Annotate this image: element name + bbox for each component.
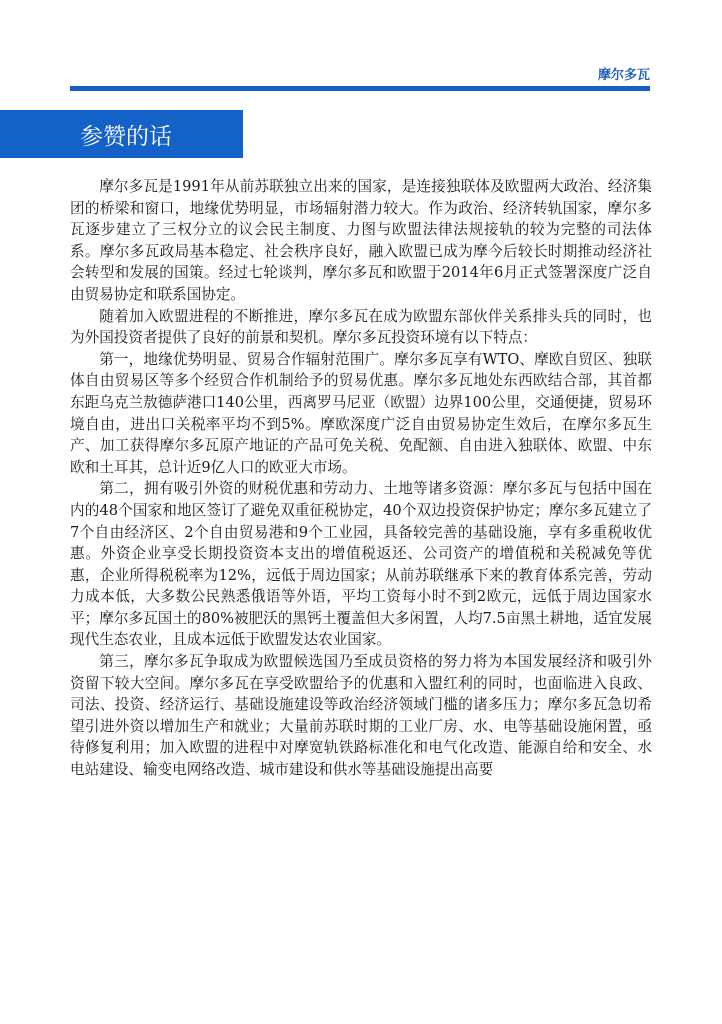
paragraph-4: 第二，拥有吸引外资的财税优惠和劳动力、土地等诸多资源：摩尔多瓦与包括中国在内的48个国家和地区签订了避免双重征税协定，40个双边投资保护协定；摩尔多瓦建立了7个自由经济区、2个自由贸易港和9个工业园，具备较完善的基础设施，享有多重税收优惠。外资企业享受长期投资资本支出的增值税返还、公司资产的增值税和关税减免等优惠，企业所得税税率为12%，远低于周边国家；从前苏联继承下来的教育体系完善，劳动力成本低，大多数公民熟悉俄语等外语，平均工资每小时不到2欧元，远低于周边国家水平；摩尔多瓦国土的80%被肥沃的黑钙土覆盖但大多闲置，人均7.5亩黑土耕地，适宜发展现代生态农业，且成本远低于欧盟发达农业国家。 xyxy=(70,480,652,649)
paragraph-3: 第一，地缘优势明显、贸易合作辐射范围广。摩尔多瓦享有WTO、摩欧自贸区、独联体自由贸易区等多个经贸合作机制给予的贸易优惠。摩尔多瓦地处东西欧结合部，其首都东距乌克兰敖德萨港口140公里，西离罗马尼亚（欧盟）边界100公里，交通便捷，贸易环境自由，进出口关税率平均不到5%。摩欧深度广泛自由贸易协定生效后，在摩尔多瓦生产、加工获得摩尔多瓦原产地证的产品可免关税、免配额、自由进入独联体、欧盟、中东欧和土耳其，总计近9亿人口的欧亚大市场。 xyxy=(70,350,652,476)
body-text xyxy=(70,176,652,781)
header-rule xyxy=(70,86,650,91)
section-banner xyxy=(0,110,243,158)
section-title: 参赞的话 xyxy=(80,124,172,150)
running-head: 摩尔多瓦 xyxy=(597,68,650,83)
paragraph-2: 随着加入欧盟进程的不断推进，摩尔多瓦在成为欧盟东部伙伴关系排头兵的同时，也为外国投资者提供了良好的前景和契机。摩尔多瓦投资环境有以下特点： xyxy=(70,307,652,347)
paragraph-1: 摩尔多瓦是1991年从前苏联独立出来的国家，是连接独联体及欧盟两大政治、经济集团的桥梁和窗口，地缘优势明显，市场辐射潜力较大。作为政治、经济转轨国家，摩尔多瓦逐步建立了三权分立的议会民主制度、力图与欧盟法律法规接轨的较为完整的司法体系。摩尔多瓦政局基本稳定、社会秩序良好，融入欧盟已成为摩今后较长时期推动经济社会转型和发展的国策。经过七轮谈判，摩尔多瓦和欧盟于2014年6月正式签署深度广泛自由贸易协定和联系国协定。 xyxy=(70,178,652,303)
paragraph-5: 第三，摩尔多瓦争取成为欧盟候选国乃至成员资格的努力将为本国发展经济和吸引外资留下较大空间。摩尔多瓦在享受欧盟给予的优惠和入盟红利的同时，也面临进入良政、司法、投资、经济运行、基础设施建设等政治经济领域门槛的诸多压力；摩尔多瓦急切希望引进外资以增加生产和就业；大量前苏联时期的工业厂房、水、电等基础设施闲置，亟待修复利用；加入欧盟的进程中对摩宽轨铁路标准化和电气化改造、能源自给和安全、水电站建设、输变电网络改造、城市建设和供水等基础设施提出高要 xyxy=(70,653,652,779)
